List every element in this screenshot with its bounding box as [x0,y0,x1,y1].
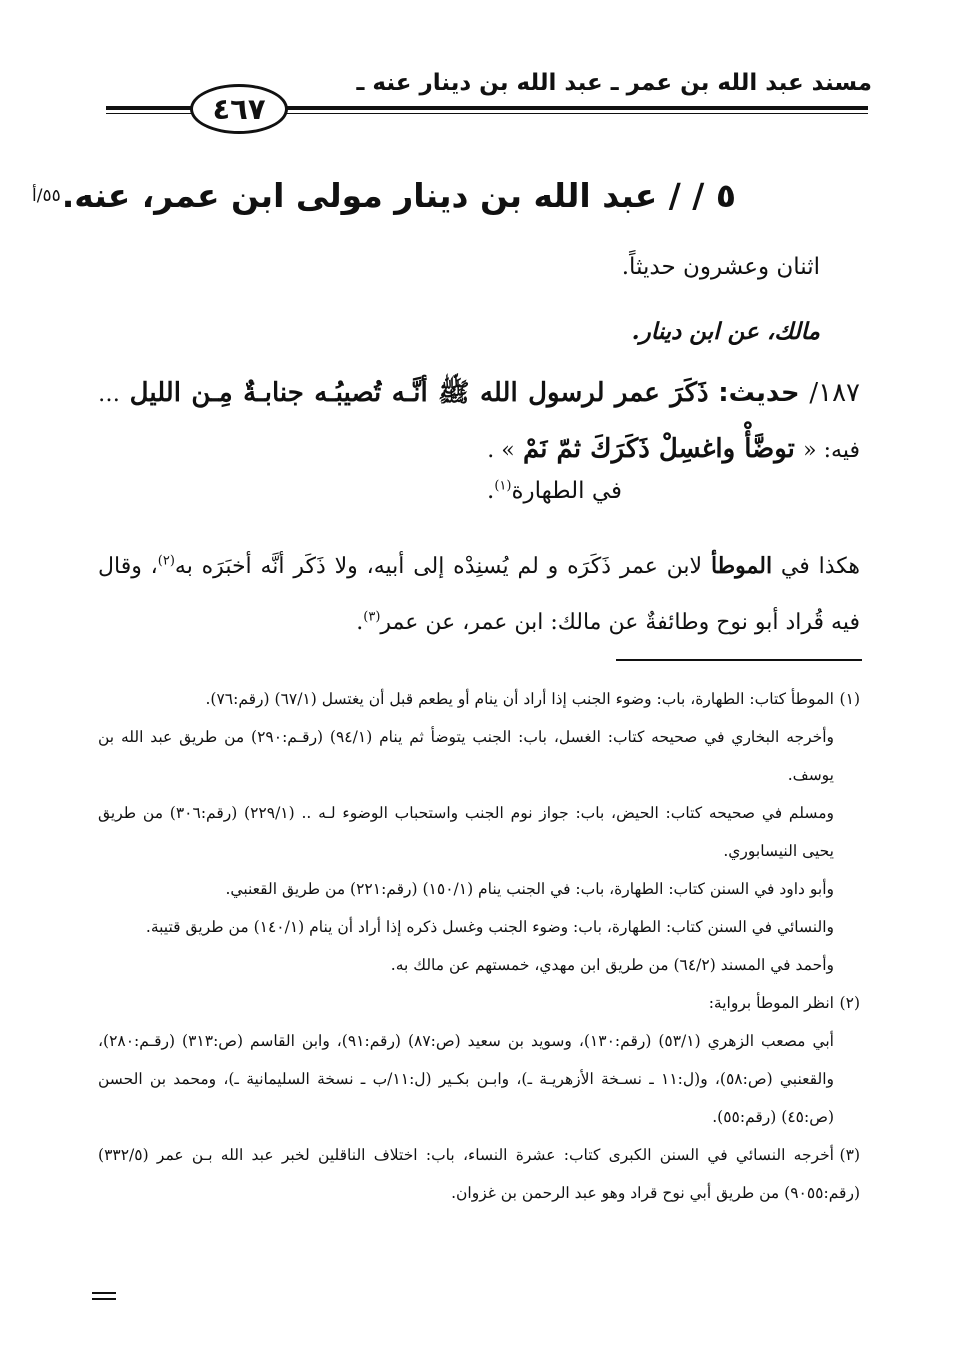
footnote-line: وأخرجه البخاري في صحيحه كتاب: الغسل، باب: الجنب يتوضأ ثم ينام (٩٤/١) (رقـم:٢٩٠) من طريق عبد الله بن يوسف. [98,728,835,784]
footnote-line: أبي مصعب الزهري (٥٣/١) (رقم:١٣٠)، وسويد بن سعيد (ص:٨٧) (رقم:٩١)، وابن القاسم (ص:٣١٣) (رقـم:٢٨٠)، والقعنبي (ص:٥٨)، و(ل:١١ ـ نسـخة الأزهريـة ـ)، وابـن بكـير (ل:١١/ب ـ نسخة السليمانية ـ)، ومحمد بن الحسن (ص:٤٥) (رقم:٥٥). [98,1032,834,1126]
commentary-muwatta: الموطأ [710,553,773,579]
footnote-separator [616,659,862,661]
manuscript-folio-note: ٥٥/أ [32,186,61,206]
commentary-part-4: . [356,610,364,635]
hadith-text [98,366,860,478]
footnote-line: والنسائي في السنن كتاب: الطهارة، باب: وضوء الجنب وغسل ذكره إذا أراد أن ينام (١٤٠/١) من طريق قتيبة. [145,918,834,936]
footnote-number: (٣) [839,1146,860,1164]
hadith-quote: توضَّأْ واغسِلْ ذَكَرَكَ ثمّ نَمْ [522,434,795,464]
footnote-line: وأبو داود في السنن كتاب: الطهارة، باب: في الجنب ينام (١٥٠/١) (رقم:٢٢١) من طريق القعنبي. [225,880,834,898]
running-head: مسند عبد الله بن عمر ـ عبد الله بن دينار عنه ـ [356,70,872,96]
footnote-number: (٢) [839,994,860,1012]
commentary-paragraph [98,538,860,651]
page-number: ٤٦٧ [190,84,288,134]
hadith-label: حديث: [718,378,800,408]
chapter-title: ٥ / / عبد الله بن دينار مولى ابن عمر، عنه. [61,176,736,215]
hadith-number: ١٨٧/ [809,378,861,408]
hadith-connector: … فيه: « [98,382,860,463]
takhrij-text: في الطهارة [511,478,622,504]
footnote-ref-1[interactable]: (١) [494,478,512,494]
footnote-1 [98,680,860,718]
takhrij-end: . [487,478,495,504]
footnote-text: انظر الموطأ برواية: [708,994,834,1012]
footnote-3 [98,1136,860,1212]
commentary-part-1: هكذا في [780,554,861,579]
footnote-ref-2[interactable]: (٢) [157,553,175,569]
footnote-ref-3[interactable]: (٣) [363,609,381,625]
footnote-text: أخرجه النسائي في السنن الكبرى كتاب: عشرة النساء، باب: اختلاف الناقلين لخبر عبد الله بـن عمر (٣٣٢/٥) (رقم:٩٠٥٥) من طريق أبي نوح قراد وهو عبد الرحمن بن غزوان. [98,1146,860,1202]
isnad-line: مالك، عن ابن دينار. [631,318,820,345]
footnote-line: وأحمد في المسند (٦٤/٢) من طريق ابن مهدي، خمستهم عن مالك به. [390,956,834,974]
takhrij-line [487,478,622,504]
footnote-line: ومسلم في صحيحه كتاب: الحيض، باب: جواز نوم الجنب واستحباب الوضوء لـه .. (٢٢٩/١) (رقم:٣٠٦) من طريق يحيى النيسابوري. [98,804,834,860]
footnote-number: (١) [839,690,860,708]
footnote-2 [98,984,860,1022]
hadith-matn: ذَكَرَ عمر لرسول الله ﷺ أنَّـه تُصيبُـه جنابـةٌ مِـن الليل [129,378,709,408]
commentary-part-2: لابن عمر ذَكَرَه و لم يُسنِدْه إلى أبيه، ولا ذَكَر أنَّه أخبَرَه به [174,554,703,579]
hadith-quote-end: » . [487,438,515,463]
commentary-part-3: ، وقال فيه قُراد أبو نوح وطائفةٌ عن مالك: ابن عمر، عن عمر [98,554,860,635]
footnotes [98,680,860,1212]
footnote-text: الموطأ كتاب: الطهارة، باب: وضوء الجنب إذا أراد أن ينام أو يطعم قبل أن يغتسل (٦٧/١) (رقم:٧٦). [205,690,834,708]
hadith-count: اثنان وعشرون حديثاً. [621,254,820,280]
page-end-mark [92,1292,116,1304]
